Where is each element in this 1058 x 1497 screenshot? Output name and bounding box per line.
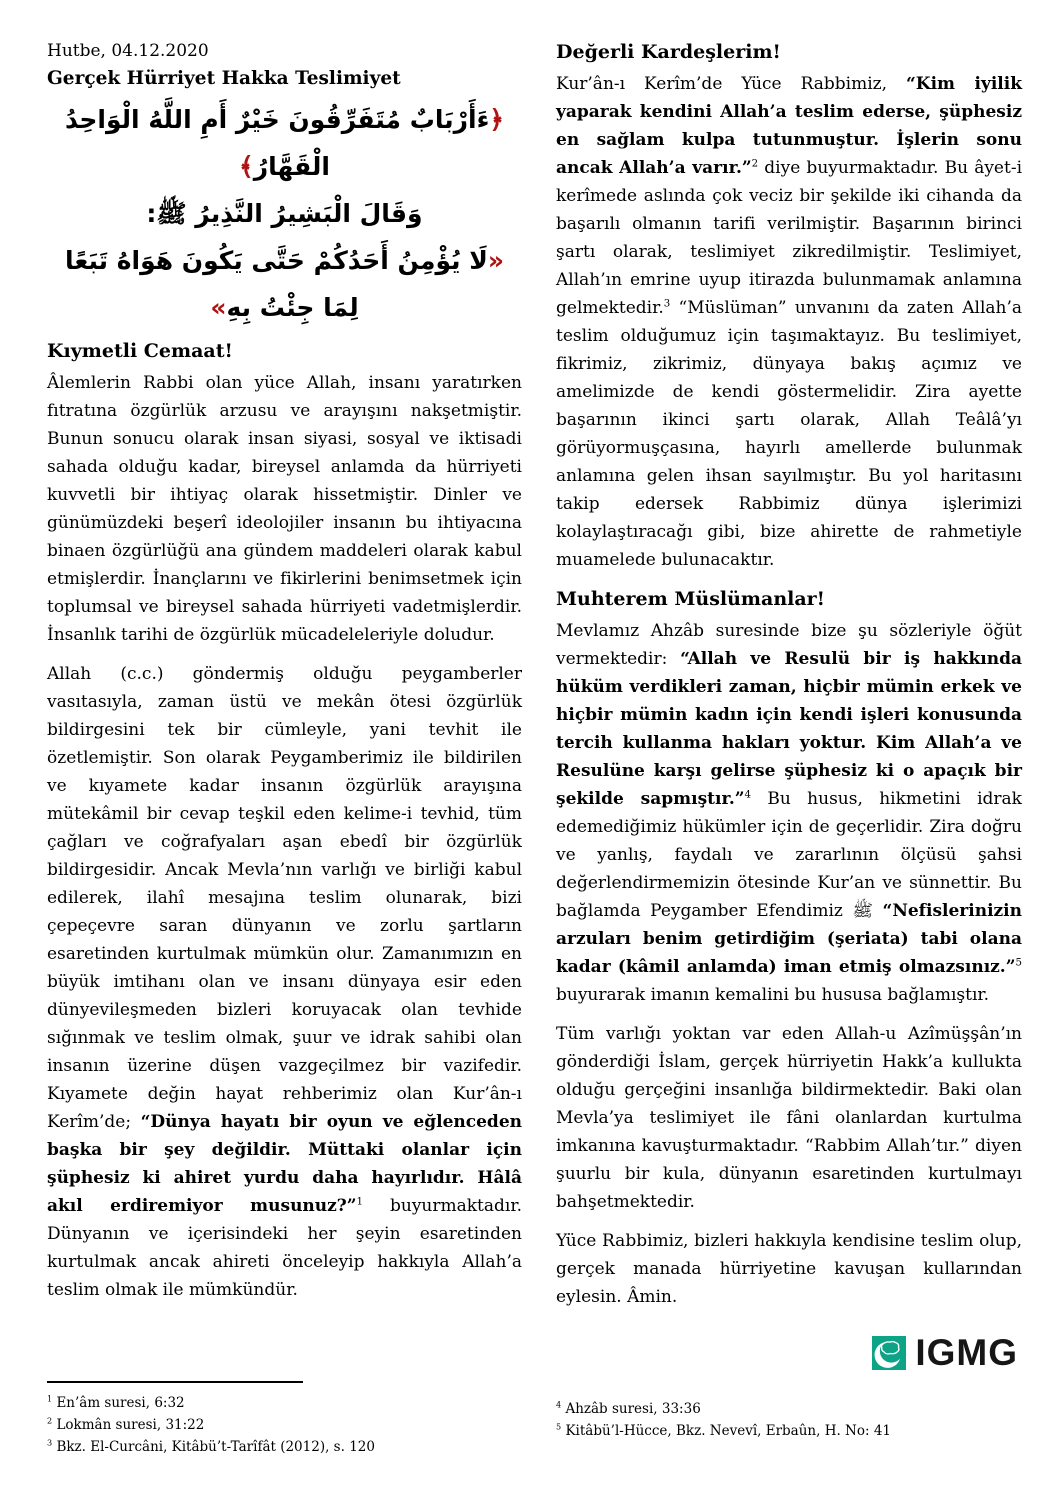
footnote-2 [47, 1414, 522, 1436]
arabic-verse-line-2: وَقَالَ الْبَشِيرُ النَّذِيرُ ﷺ: [146, 199, 423, 228]
right-paragraph-1: Kur’ân-ı Kerîm’de Yüce Rabbimiz, “Kim iyilik yaparak kendini Allah’a teslim ederse, şüphesiz en sağlam kulpa tutunmuştur. İşlerin sonu ancak Allah’a varır.”$^2$ diye buyurmaktadır. Bu âyet-i kerîmede aslında çok veciz bir şekilde iki cihanda da başarılı olmanın tarifi verilmiştir. Başarının birinci şartı olarak, teslimiyet zikredilmiştir. Teslimiyet, Allah’ın emrine uyup itirazda bulunmamak anlamına gelmektedir.$^3$ “Müslüman” unvanını da zaten Allah’a teslim olduğumuz için taşımaktayız. Bu teslimiyet, fikrimiz, zikrimiz, dünyaya bakış açımız ve amelimizde de kendi göstermelidir. Zira ayette başarının ikinci şartı olarak, Allah Teâlâ’yı görüyormuşçasına, hayırlı amellerde bulunmak anlamına gelen ihsan sayılmıştır. Bu yol haritasını takip edersek Rabbimiz dünya işlerimizi kolaylaştıracağı gibi, bize ahirette de rahmetiyle muamelede bulunacaktır. [556, 74, 1023, 570]
section-heading-degerli-kardeslerim: Değerli Kardeşlerim! [556, 41, 781, 63]
section-heading-kiymetli-cemaat: Kıymetli Cemaat! [47, 340, 233, 362]
footnote-4 [556, 1398, 1022, 1420]
igmg-crescent-icon [872, 1336, 906, 1370]
right-column [556, 38, 1022, 1371]
hutbe-date-line: Hutbe, 04.12.2020 [47, 41, 209, 61]
footnote-5-text: Kitâbü’l-Hücce, Bkz. Nevevî, Erbaûn, H. No: 41 [561, 1423, 892, 1439]
footnotes-left [47, 1381, 522, 1458]
right-paragraph-2: Mevlamız Ahzâb suresinde bize şu sözleriyle öğüt vermektedir: “Allah ve Resulü bir iş hakkında hüküm verdikleri zaman, hiçbir mümin erkek ve hiçbir mümin kadın için kendi işleri konusunda tercih kullanma hakları yoktur. Kim Allah’a ve Resulüne karşı gelirse şüphesiz ki o apaçık bir şekilde sapmıştır.”$^4$ Bu husus, hikmetini idrak edemediğimiz hükümler için de geçerlidir. Zira doğru ve yanlış, faydalı ve zararlının ölçüsü şahsi değerlendirmemizin ötesinde Kur’an ve sünnettir. Bu bağlamda Peygamber Efendimiz ﷺ “Nefislerinizin arzuları benim getirdiğim (şeriata) tabi olana kadar (kâmil anlamda) iman etmiş olmazsınız.”$^5$ buyurarak imanın kemalini bu hususa bağlamıştır. [556, 621, 1022, 1005]
footnote-5-marker: 5 [556, 1421, 562, 1432]
footnote-1-marker: 1 [47, 1393, 53, 1404]
igmg-logo-text: IGMG [915, 1332, 1018, 1373]
igmg-logo [556, 1332, 1022, 1373]
footnote-5 [556, 1420, 1022, 1442]
footnote-3 [47, 1436, 522, 1458]
hutbe-title: Gerçek Hürriyet Hakka Teslimiyet [47, 68, 401, 89]
left-paragraph-2: Allah (c.c.) göndermiş olduğu peygamberler vasıtasıyla, zaman üstü ve mekân ötesi özgürlük bildirgesini tek bir cümleyle, yani tevhit ile özetlemiştir. Son olarak Peygamberimiz ile bildirilen ve kıyamete kadar insanın özgürlük arayışına mütekâmil bir cevap teşkil eden kelime-i tevhid, tüm çağları ve coğrafyaları aşan ebedî bir özgürlük bildirgesidir. Ancak Mevla’nın varlığı ve birliği kabul edilerek, ilahî mesajına teslim olunarak, bizi çepeçevre saran dünyanın ve zorlu şartların esaretinden kurtulmak mümkün olur. Zamanımızın en büyük imtihanı olan ve insanı dünyaya esir eden dünyevileşmeden bizleri koruyacak olan tevhide sığınmak ve teslim olmak, şuur ve idrak sahibi olan insanın üzerine düşen vazgeçilmez bir vazifedir. Kıyamete değin hayat rehberimiz olan Kur’ân-ı Kerîm’de; “Dünya hayatı bir oyun ve eğlenceden başka bir şey değildir. Müttaki olanlar için şüphesiz ki ahiret yurdu daha hayırlıdır. Hâlâ akıl erdiremiyor musunuz?”$^1$ buyurmaktadır. Dünyanın ve içerisindeki her şeyin esaretinden kurtulmak ancak ahireti önceleyip hakkıyla Allah’a teslim olmak ile mümkündür. [47, 664, 522, 1300]
footnote-2-text: Lokmân suresi, 31:22 [52, 1417, 205, 1433]
footnote-3-text: Bkz. El-Curcâni, Kitâbü’t-Tarîfât (2012), s. 120 [52, 1439, 375, 1455]
left-column [47, 38, 522, 1315]
section-heading-muhterem-muslumanlar: Muhterem Müslümanlar! [556, 588, 826, 610]
footnote-1 [47, 1392, 522, 1414]
arabic-hadith-line: «لَا يُؤْمِنُ أَحَدُكُمْ حَتَّى يَكُونَ هَوَاهُ تَبَعًا لِمَا جِئْتُ بِهِ» [64, 246, 505, 322]
footnote-4-marker: 4 [556, 1399, 562, 1410]
footnote-3-marker: 3 [47, 1437, 53, 1448]
footnote-2-marker: 2 [47, 1415, 53, 1426]
footnotes-right [556, 1398, 1022, 1442]
footnote-4-text: Ahzâb suresi, 33:36 [561, 1401, 701, 1417]
right-paragraph-3: Tüm varlığı yoktan var eden Allah-u Azîmüşşân’ın gönderdiği İslam, gerçek hürriyetin Hakk’a kullukta olduğu gerçeğini insanlığa bildirmektedir. Baki olan Mevla’ya teslimiyet ile fâni olanlardan kurtulma imkanına kavuşturmaktadır. “Rabbim Allah’tır.” diyen şuurlu bir kula, dünyanın esaretinden kurtulmayı bahşetmektedir. [556, 1024, 1022, 1212]
footnote-1-text: En’âm suresi, 6:32 [52, 1395, 185, 1411]
footnote-separator-rule [47, 1381, 303, 1383]
left-paragraph-1: Âlemlerin Rabbi olan yüce Allah, insanı yaratırken fıtratına özgürlük arzusu ve arayışını nakşetmiştir. Bunun sonucu olarak insan siyasi, sosyal ve iktisadi sahada olduğu kadar, bireysel anlamda da hürriyeti kuvvetli bir ihtiyaç olarak hissetmiştir. Dinler ve günümüzdeki beşerî ideolojiler insanın bu ihtiyacına binaen özgürlüğü ana gündem maddeleri olarak kabul etmişlerdir. İnançlarını ve fikirlerini benimsetmek için toplumsal ve bireysel sahada hürriyeti vadetmişlerdir. İnsanlık tarihi de özgürlük mücadeleleriyle doludur. [47, 373, 522, 645]
arabic-verse-block [47, 96, 522, 331]
right-paragraph-4: Yüce Rabbimiz, bizleri hakkıyla kendisine teslim olup, gerçek manada hürriyetine kavuşan kullarından eylesin. Âmin. [556, 1231, 1022, 1307]
arabic-verse-line-1: ﴿ءَأَرْبَابٌ مُتَفَرِّقُونَ خَيْرٌ أَمِ اللَّهُ الْوَاحِدُ الْقَهَّارُ﴾ [64, 105, 505, 181]
